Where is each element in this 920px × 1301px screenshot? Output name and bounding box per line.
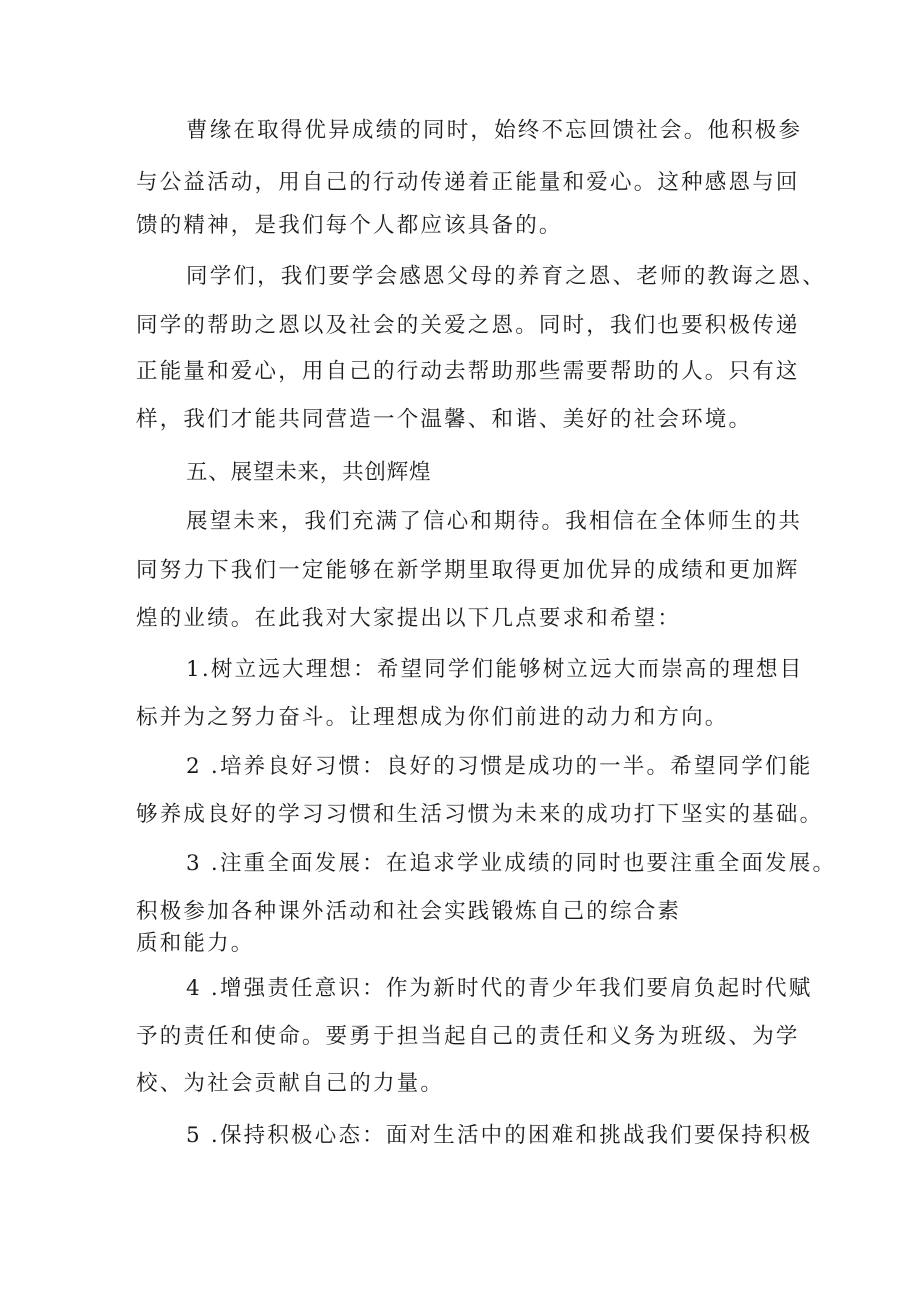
text-line: 煌的业绩。在此我对大家提出以下几点要求和希望： — [136, 606, 682, 631]
text-line: 曹缘在取得优异成绩的同时，始终不忘回馈社会。他积极参 — [186, 118, 803, 143]
text-line: 2 .培养良好习惯：良好的习惯是成功的一半。希望同学们能 — [186, 754, 813, 779]
text-line: 同学们，我们要学会感恩父母的养育之恩、老师的教诲之恩、 — [186, 264, 826, 289]
section-heading: 五、展望未来，共创辉煌 — [186, 460, 432, 485]
text-line: 1.树立远大理想：希望同学们能够树立远大而崇高的理想目 — [186, 657, 804, 682]
text-line: 予的责任和使命。要勇于担当起自己的责任和义务为班级、为学 — [136, 1024, 800, 1049]
text-line: 够养成良好的学习习惯和生活习惯为未来的成功打下坚实的基础。 — [136, 802, 824, 827]
text-line: 正能量和爱心，用自己的行动去帮助那些需要帮助的人。只有这 — [136, 359, 800, 384]
text-line: 馈的精神，是我们每个人都应该具备的。 — [136, 213, 563, 238]
text-line: 同学的帮助之恩以及社会的关爱之恩。同时，我们也要积极传递 — [136, 313, 800, 338]
text-line: 3 .注重全面发展：在追求学业成绩的同时也要注重全面发展。 — [186, 851, 837, 876]
text-line: 展望未来，我们充满了信心和期待。我相信在全体师生的共 — [186, 509, 803, 534]
text-line: 标并为之努力奋斗。让理想成为你们前进的动力和方向。 — [136, 705, 729, 730]
text-line: 同努力下我们一定能够在新学期里取得更加优异的成绩和更加辉 — [136, 558, 800, 583]
text-line: 质和能力。 — [136, 931, 255, 956]
text-line: 4 .增强责任意识：作为新时代的青少年我们要肩负起时代赋 — [186, 976, 813, 1001]
text-line: 与公益活动，用自己的行动传递着正能量和爱心。这种感恩与回 — [136, 170, 800, 195]
text-line: 积极参加各种课外活动和社会实践锻炼自己的综合素 — [136, 899, 682, 924]
text-line: 样，我们才能共同营造一个温馨、和谐、美好的社会环境。 — [136, 407, 753, 432]
text-line: 5 .保持积极心态：面对生活中的困难和挑战我们要保持积极 — [186, 1123, 813, 1148]
text-line: 校、为社会贡献自己的力量。 — [136, 1071, 445, 1096]
